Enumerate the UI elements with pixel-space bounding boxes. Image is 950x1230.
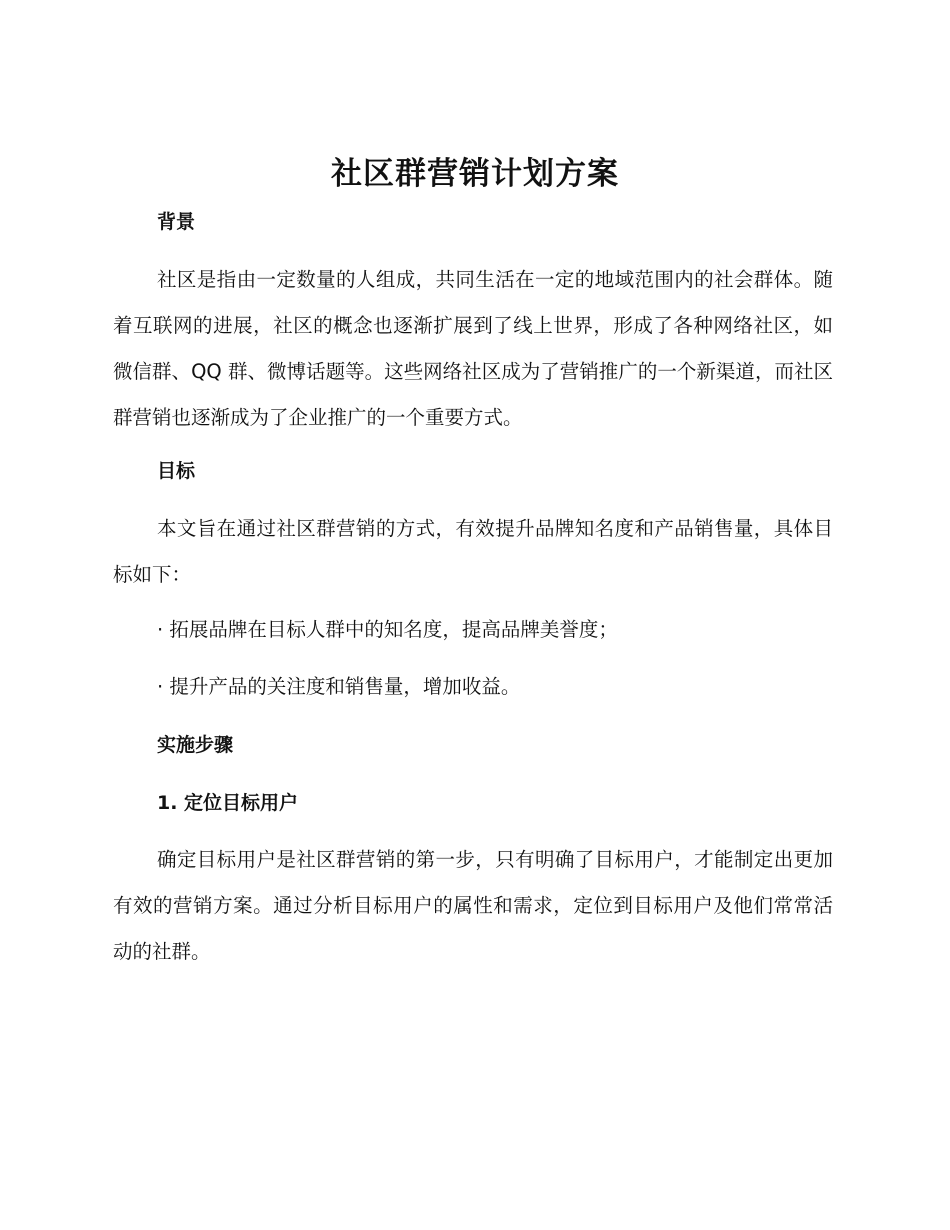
goals-heading: 目标 <box>157 460 196 482</box>
step1-paragraph: 确定目标用户是社区群营销的第一步，只有明确了目标用户，才能制定出更加有效的营销方案。通过分析目标用户的属性和需求，定位到目标用户及他们常常活动的社群。 <box>113 848 833 963</box>
goal-bullet-1: · 拓展品牌在目标人群中的知名度，提高品牌美誉度； <box>157 618 618 641</box>
background-paragraph: 社区是指由一定数量的人组成，共同生活在一定的地域范围内的社会群体。随着互联网的进展，社区的概念也逐渐扩展到了线上世界，形成了各种网络社区，如微信群、QQ 群、微博话题等。这些网络社区成为了营销推广的一个新渠道，而社区群营销也逐渐成为了企业推广的一个重要方式。 <box>113 268 833 429</box>
document-title: 社区群营销计划方案 <box>331 156 619 192</box>
goal-bullet-2: · 提升产品的关注度和销售量，增加收益。 <box>157 675 521 698</box>
steps-heading: 实施步骤 <box>157 734 234 756</box>
goals-paragraph: 本文旨在通过社区群营销的方式，有效提升品牌知名度和产品销售量，具体目标如下： <box>113 517 833 586</box>
background-heading: 背景 <box>157 211 196 233</box>
step1-heading: 1. 定位目标用户 <box>157 792 299 814</box>
